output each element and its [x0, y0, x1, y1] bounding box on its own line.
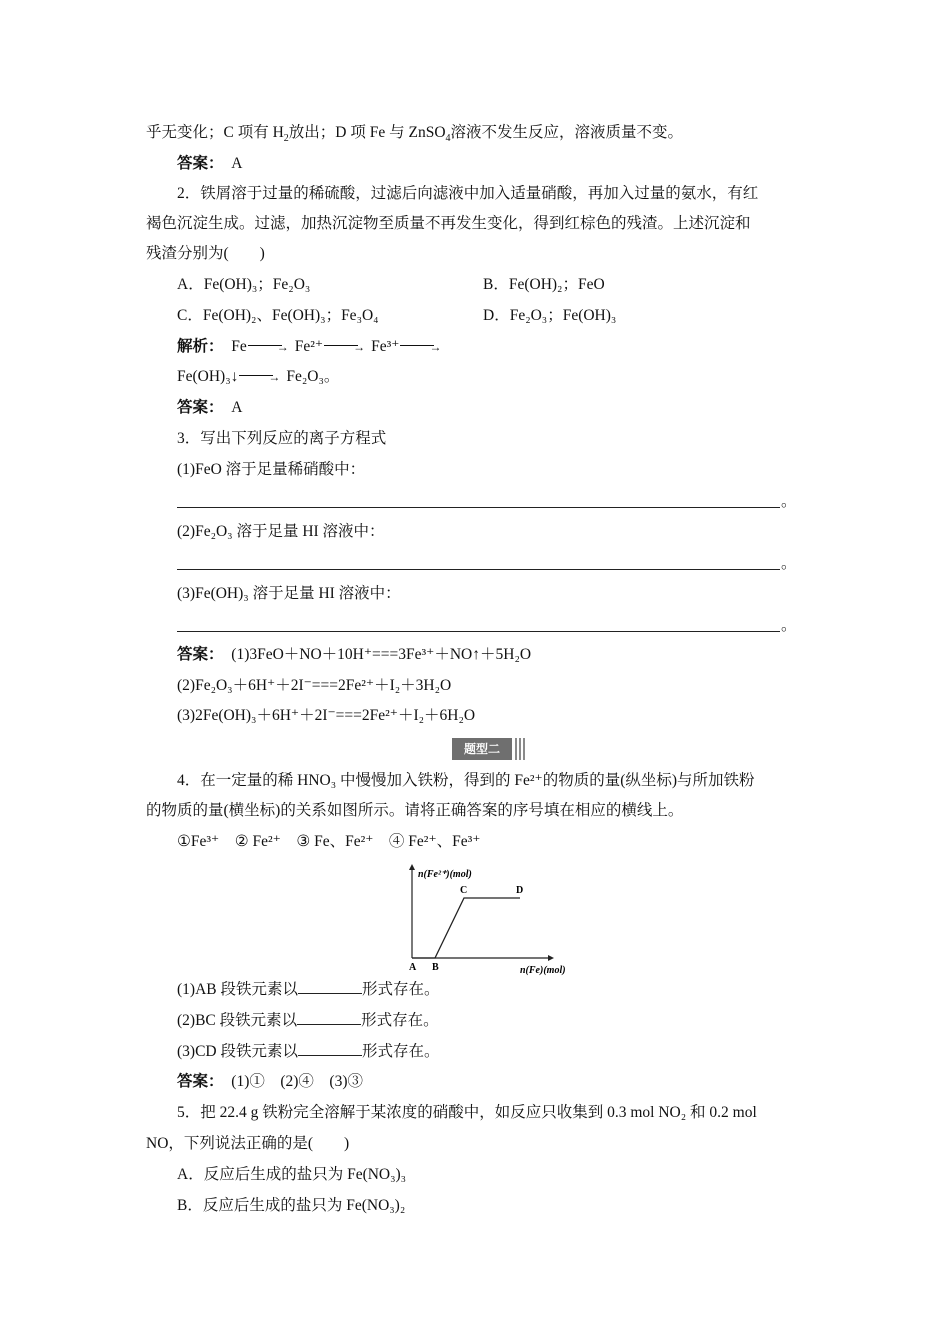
q2-option-c: C．Fe(OH)₂、Fe(OH)₃；Fe₃O₄ — [177, 307, 379, 324]
x-axis-arrow — [548, 955, 554, 961]
q3-part1: (1)FeO 溶于足量稀硝酸中： — [177, 461, 366, 478]
q4-subquestion-3: (3)CD 段铁元素以 形式存在。 — [177, 1043, 440, 1060]
q3-title: 3．写出下列反应的离子方程式 — [177, 430, 387, 447]
q3-answer-3: (3)2Fe(OH)₃＋6H⁺＋2I⁻===2Fe²⁺＋I₂＋6H₂O — [177, 707, 476, 724]
fill-blank-1[interactable] — [298, 979, 362, 994]
q3-period-1: 。 — [781, 493, 797, 510]
y-axis-arrow — [409, 864, 415, 870]
q2-answer: 答案： A — [177, 399, 243, 416]
q2-analysis-line2: Fe(OH)₃↓ → Fe₂O₃。 — [177, 368, 340, 385]
q5-option-a: A．反应后生成的盐只为 Fe(NO₃)₃ — [177, 1166, 407, 1183]
chart-ylabel: n(Fe²⁺)(mol) — [418, 869, 472, 880]
q4-text-line2: 的物质的量(横坐标)的关系如图所示。请将正确答案的序号填在相应的横线上。 — [146, 802, 684, 819]
fe2-vs-fe-chart — [398, 862, 580, 980]
section-badge-label: 题型二 — [452, 738, 512, 760]
q3-period-3: 。 — [781, 617, 797, 634]
q4-text-line1: 4．在一定量的稀 HNO₃ 中慢慢加入铁粉，得到的 Fe²⁺的物质的量(纵坐标)与所加铁粉 — [177, 772, 755, 789]
q3-answer-2: (2)Fe₂O₃＋6H⁺＋2I⁻===2Fe²⁺＋I₂＋3H₂O — [177, 677, 452, 694]
q2-analysis: 解析： Fe → Fe²⁺ → Fe³⁺ → — [177, 338, 442, 355]
fill-blank-2[interactable] — [297, 1010, 361, 1025]
q3-part3: (3)Fe(OH)₃ 溶于足量 HI 溶液中： — [177, 585, 401, 602]
prev-answer-tail: 乎无变化；C 项有 $H_2$放出；D 项 Fe 与 ZnSO$_4$溶液不发生反应，溶液质量不变。 — [146, 124, 684, 145]
q2-text-line1: 2．铁屑溶于过量的稀硫酸，过滤后向滤液中加入适量硝酸，再加入过量的氨水，有红 — [177, 185, 759, 202]
chart-series — [412, 898, 520, 958]
q2-text-line2: 褐色沉淀生成。过滤，加热沉淀物至质量不再发生变化，得到红棕色的残渣。上述沉淀和 — [146, 215, 751, 232]
q4-choices: ①Fe³⁺ ② Fe²⁺ ③ Fe、Fe²⁺ ④ Fe²⁺、Fe³⁺ — [177, 833, 481, 850]
point-label-c: C — [460, 885, 468, 896]
q2-text-line3: 残渣分别为( ) — [146, 245, 265, 262]
q3-answer-1: 答案： (1)3FeO＋NO＋10H⁺===3Fe³⁺＋NO↑＋5H₂O — [177, 646, 532, 663]
series-line-0 — [412, 898, 520, 958]
q5-text-line2: NO，下列说法正确的是( ) — [146, 1135, 350, 1152]
q1-answer: 答案： A — [177, 155, 243, 172]
q4-subquestion-2: (2)BC 段铁元素以 形式存在。 — [177, 1012, 439, 1029]
q3-answer-blank-3 — [177, 631, 780, 632]
point-label-a: A — [409, 962, 417, 973]
chart-xlabel: n(Fe)(mol) — [520, 965, 566, 976]
q3-answer-blank-1 — [177, 507, 780, 508]
q2-option-d: D．Fe₂O₃；Fe(OH)₃ — [483, 307, 617, 324]
point-label-b: B — [432, 962, 439, 973]
q3-period-2: 。 — [781, 555, 797, 572]
q2-option-a: A．Fe(OH)₃；Fe₂O₃ — [177, 276, 311, 293]
q2-option-b: B．Fe(OH)₂；FeO — [483, 276, 605, 293]
fill-blank-3[interactable] — [298, 1041, 362, 1056]
q4-answer: 答案： (1)① (2)④ (3)③ — [177, 1073, 364, 1090]
point-label-d: D — [516, 885, 524, 896]
q3-answer-blank-2 — [177, 569, 780, 570]
section-badge — [452, 738, 526, 760]
q3-part2: (2)Fe₂O₃ 溶于足量 HI 溶液中： — [177, 523, 385, 540]
badge-stripe — [523, 738, 525, 760]
q4-subquestion-1: (1)AB 段铁元素以 形式存在。 — [177, 981, 440, 998]
q5-text-line1: 5．把 22.4 g 铁粉完全溶解于某浓度的硝酸中，如反应只收集到 0.3 mol NO₂ 和 0.2 mol — [177, 1104, 757, 1121]
badge-stripe — [515, 738, 517, 760]
badge-stripe — [519, 738, 521, 760]
q5-option-b: B．反应后生成的盐只为 Fe(NO₃)₂ — [177, 1197, 406, 1214]
